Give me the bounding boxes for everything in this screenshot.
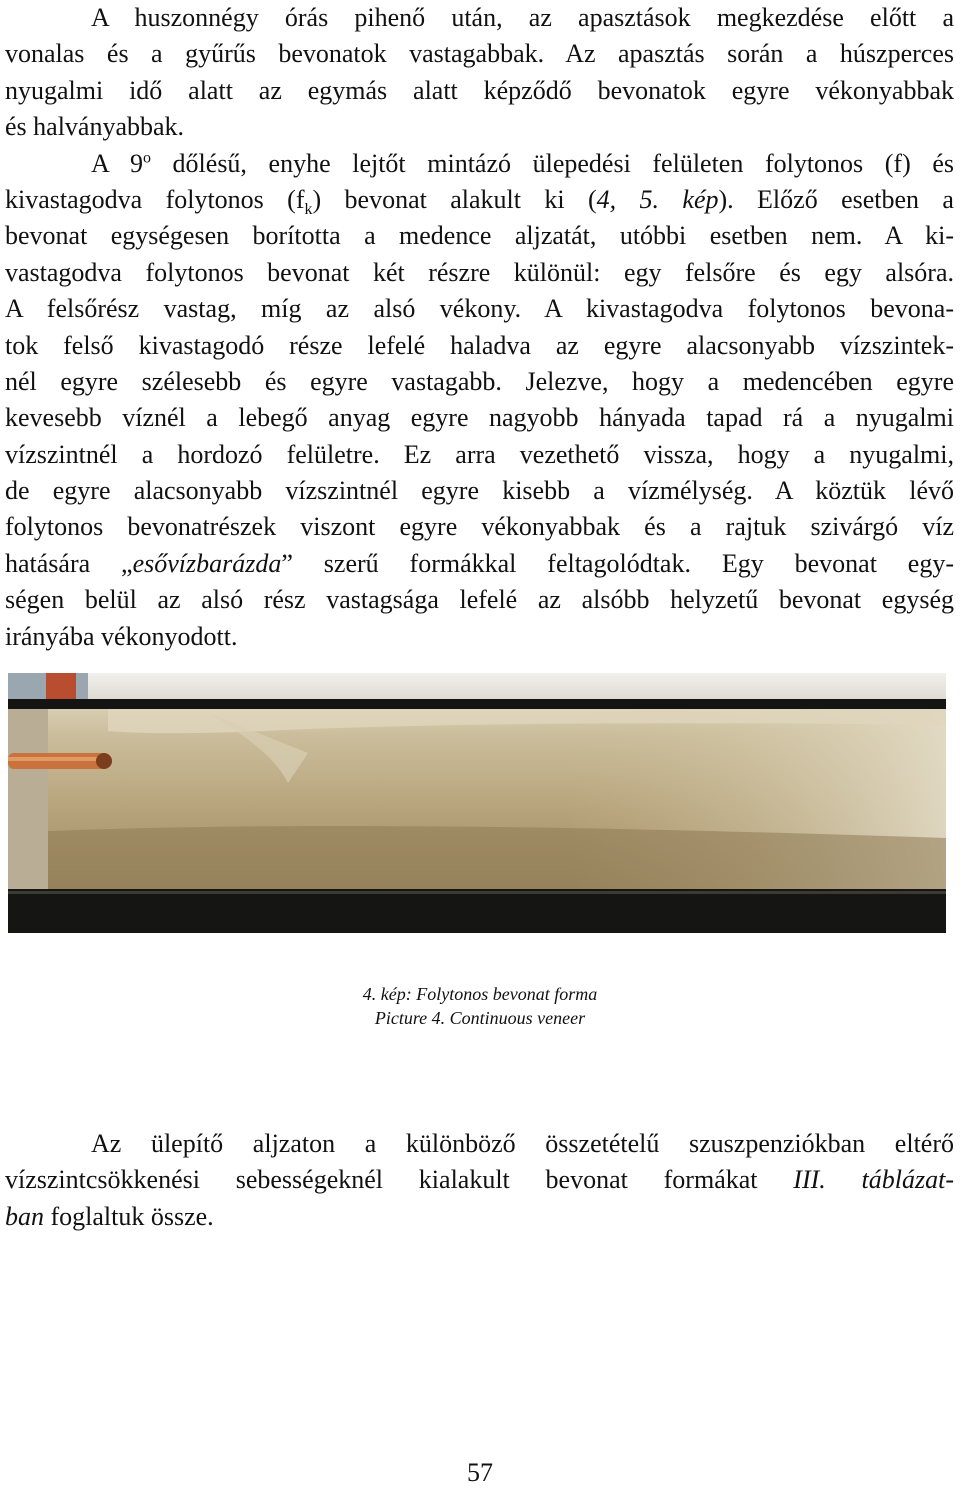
text-run: hatására „ [5,548,133,578]
text-line: nél egyre szélesebb és egyre vastagabb. Jelezve, hogy a medencében egyre [5,366,954,396]
text-run: ” szerű formákkal feltagolódtak. Egy bevonat egy- [281,548,955,578]
text-run: A 9 [91,148,143,178]
text-line: ségen belül az alsó rész vastagsága lefelé az alsóbb helyzetű bevonat egység [5,585,954,615]
text-run: ) bevonat alakult ki ( [312,184,597,214]
text-line: tok felső kivastagodó része lefelé haladva az egyre alacsonyabb vízszintek- [5,330,954,360]
text-line: Az ülepítő aljzaton a különböző összetételű szuszpenziókban eltérő [91,1129,954,1158]
text-line: irányába vékonyodott. [5,621,238,651]
text-line: vízszintnél a hordozó felületre. Ez arra vezethető vissza, hogy a nyugalmi, [5,439,954,469]
text-line: A felsőrész vastag, míg az alsó vékony. A kivastagodva folytonos bevona- [5,294,954,324]
figure-caption-hungarian: 4. kép: Folytonos bevonat forma [362,984,598,1004]
body-paragraph-1 [5,0,954,655]
text-line: kevesebb víznél a lebegő anyag egyre nagyobb hányada tapad rá a nyugalmi [5,403,954,433]
text-line [5,182,954,218]
text-line [5,1162,954,1198]
text-line: A huszonnégy órás pihenő után, az apasztások megkezdése előtt a [91,3,954,32]
text-line: vastagodva folytonos bevonat két részre különül: egy felsőre és egy alsóra. [5,257,954,287]
table-reference: III. táblázat- [793,1165,955,1195]
subscript-k: k [304,201,313,219]
page-number: 57 [467,1458,493,1487]
text-line: bevonat egységesen borította a medence aljzatát, utóbbi esetben nem. A ki- [5,221,954,251]
text-run: foglaltuk össze. [44,1201,214,1231]
text-line: folytonos bevonatrészek viszont egyre vékonyabbak és a rajtuk szivárgó víz [5,512,954,542]
text-run: dőlésű, enyhe lejtőt mintázó ülepedési felületen folytonos (f) és [150,148,955,178]
text-line: és halványabbak. [5,112,185,142]
text-line: vonalas és a gyűrűs bevonatok vastagabbak. Az apasztás során a húszperces [5,39,954,69]
degree-superscript: o [142,148,151,166]
figure-reference: 4, 5. kép [596,184,719,214]
photo-illustration [8,673,946,933]
continuous-veneer-photo [8,673,946,933]
figure-caption-english: Picture 4. Continuous veneer [374,1008,586,1028]
text-line [5,146,954,182]
text-run: kivastagodva folytonos (f [5,184,305,214]
text-line [5,1199,954,1235]
emphasis-term: esővízbarázda [132,548,282,578]
text-line: nyugalmi idő alatt az egymás alatt képződő bevonatok egyre vékonyabbak [5,75,954,105]
text-line [5,546,954,582]
body-paragraph-2 [5,1126,954,1235]
table-reference: ban [5,1201,44,1231]
text-line: de egyre alacsonyabb vízszintnél egyre kisebb a vízmélység. A köztük lévő [5,476,954,506]
text-run: ). Előző esetben a [718,184,954,214]
text-run: vízszintcsökkenési sebességeknél kialakult bevonat formákat [5,1165,794,1195]
